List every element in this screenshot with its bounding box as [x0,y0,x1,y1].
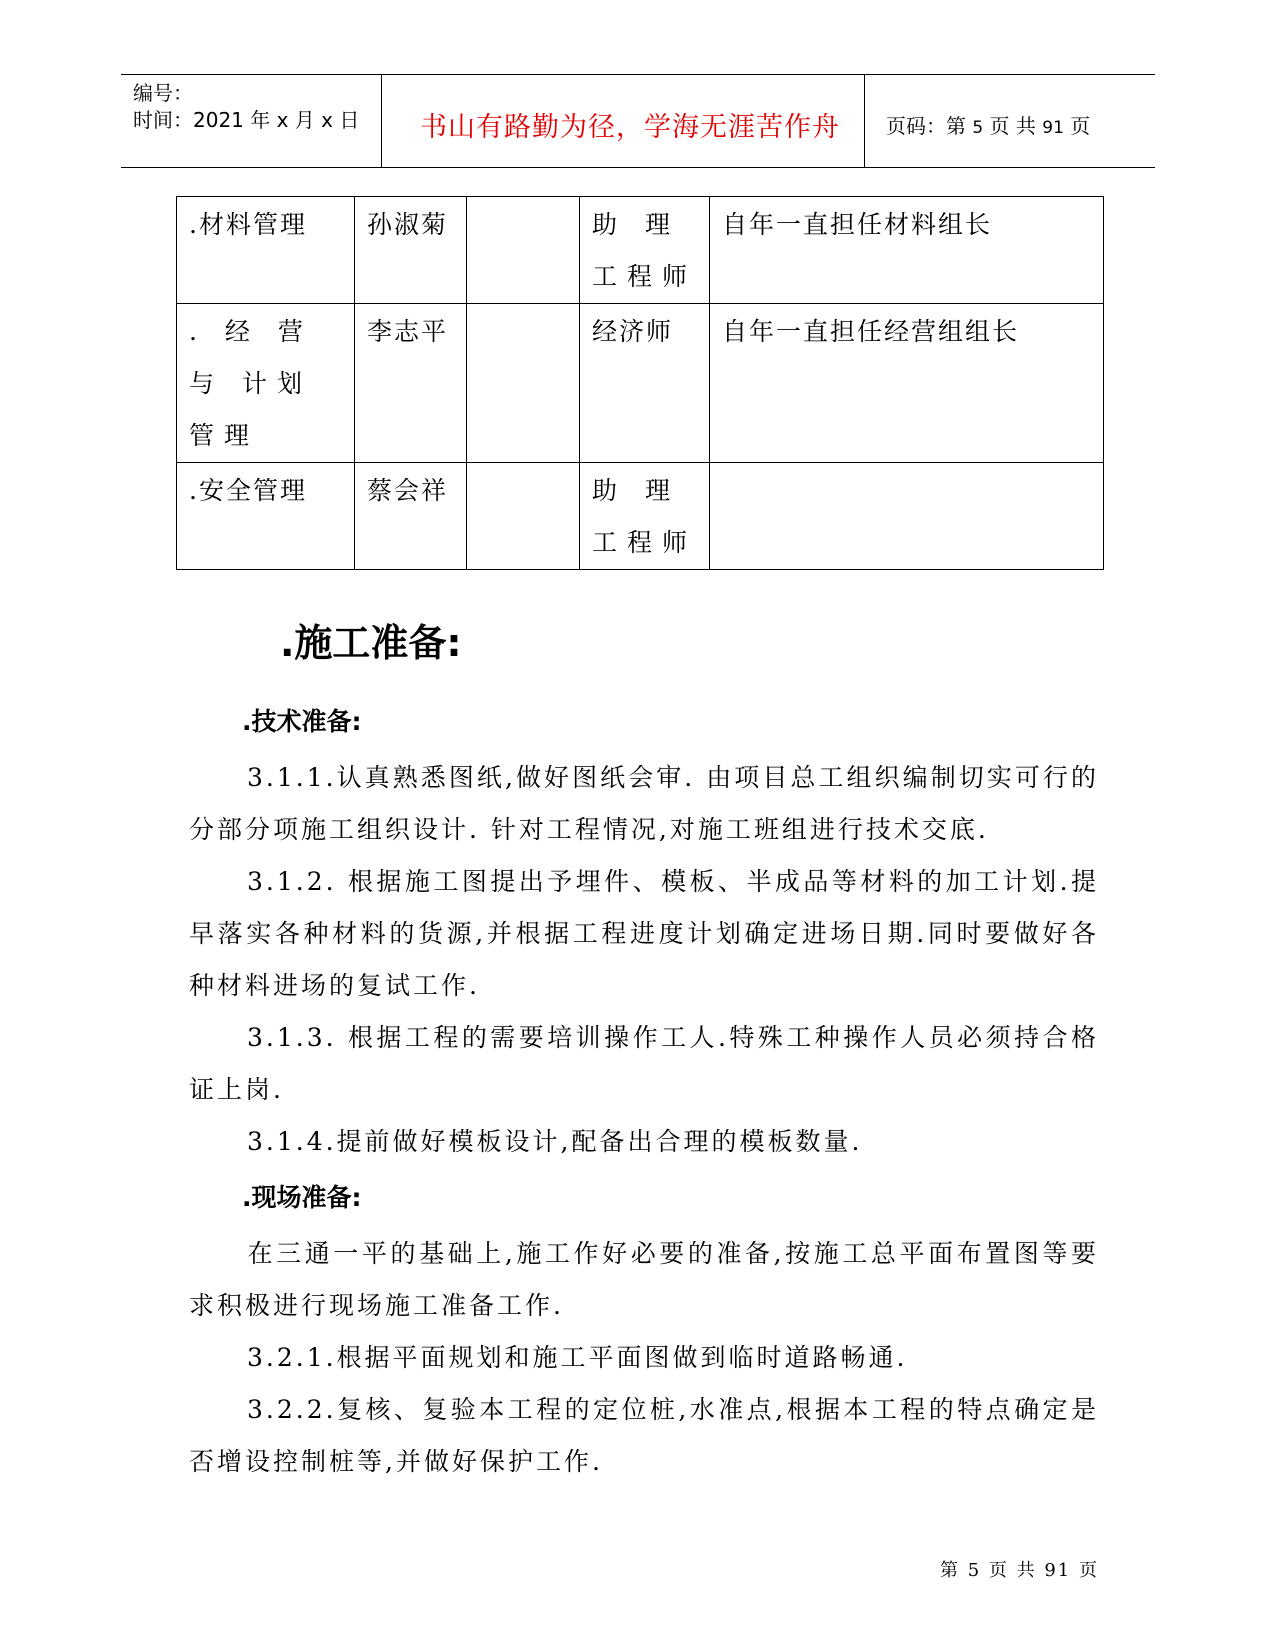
table-row [177,197,1104,304]
note-cell [710,463,1104,570]
note-cell: 自年一直担任材料组长 [710,197,1104,304]
title-cell: 经济师 [580,304,710,463]
header-meta [133,80,359,134]
paragraph-text: 3.2.1.根据平面规划和施工平面图做到临时道路畅通. [247,1343,908,1372]
paragraph-text: 3.1.4.提前做好模板设计,配备出合理的模板数量. [247,1127,863,1156]
table-row [177,463,1104,570]
note-cell: 自年一直担任经营组组长 [710,304,1104,463]
paragraph [189,1384,1099,1488]
paragraph [189,1228,1099,1332]
document-time-label: 时间：2021 年 x 月 x 日 [133,108,360,132]
paragraph [189,1116,1099,1168]
page-suffix: 页 [1070,114,1091,138]
header-divider-left [381,75,382,168]
blank-cell [467,463,580,570]
name-cell: 孙淑菊 [355,197,467,304]
header-top-rule [121,74,1155,75]
header-motto: 书山有路勤为径，学海无涯苦作舟 [420,112,840,143]
section-title: .施工准备: [280,621,462,665]
dept-cell: . 经 营 与 计划管理 [177,304,355,463]
table-row [177,304,1104,463]
page-total: 91 [1042,118,1064,138]
paragraph-text: 3.1.3. 根据工程的需要培训操作工人.特殊工种操作人员必须持合格证上岗. [189,1023,1099,1104]
paragraph [189,752,1099,856]
title-cell: 助 理 工程师 [580,197,710,304]
page-prefix: 页码：第 [886,114,966,138]
header-bottom-rule [121,167,1155,168]
paragraph-text: 在三通一平的基础上,施工作好必要的准备,按施工总平面布置图等要求积极进行现场施工准备工作. [189,1239,1099,1320]
paragraph [189,856,1099,1012]
name-cell: 李志平 [355,304,467,463]
subsection-title-site: .现场准备: [242,1183,362,1212]
blank-cell [467,197,580,304]
document-number-label: 编号： [133,81,193,105]
header-page-info [886,110,1090,139]
staff-table [176,196,1104,570]
blank-cell [467,304,580,463]
paragraph-text: 3.1.2. 根据施工图提出予埋件、模板、半成品等材料的加工计划.提早落实各种材料的货源,并根据工程进度计划确定进场日期.同时要做好各种材料进场的复试工作. [189,867,1099,1000]
subsection-title-tech: .技术准备: [242,707,362,736]
paragraph-text: 3.1.1.认真熟悉图纸,做好图纸会审. 由项目总工组织编制切实可行的分部分项施工组织设计. 针对工程情况,对施工班组进行技术交底. [189,763,1099,844]
page-number: 5 [972,118,984,138]
page-footer: 第 5 页 共 91 页 [940,1560,1099,1581]
dept-cell: .安全管理 [177,463,355,570]
title-cell: 助 理 工程师 [580,463,710,570]
paragraph [189,1012,1099,1116]
paragraph [189,1332,1099,1384]
dept-cell: .材料管理 [177,197,355,304]
paragraph-text: 3.2.2.复核、复验本工程的定位桩,水准点,根据本工程的特点确定是否增设控制桩等,并做好保护工作. [189,1395,1099,1476]
name-cell: 蔡会祥 [355,463,467,570]
page-mid: 页 共 [989,114,1036,138]
